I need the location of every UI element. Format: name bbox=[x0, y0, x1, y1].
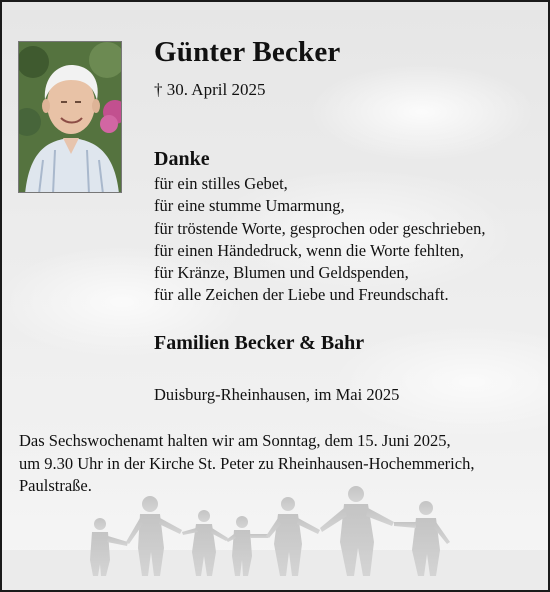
notice-line: um 9.30 Uhr in der Kirche St. Peter zu Rheinhausen-Hochemmerich, bbox=[19, 453, 475, 473]
family-silhouettes-decoration bbox=[2, 472, 548, 590]
thanks-line: für alle Zeichen der Liebe und Freundschaft. bbox=[154, 285, 449, 305]
thanks-line: für eine stumme Umarmung, bbox=[154, 196, 345, 216]
deceased-name: Günter Becker bbox=[154, 36, 341, 68]
place-date: Duisburg-Rheinhausen, im Mai 2025 bbox=[154, 385, 400, 404]
thanks-list bbox=[154, 173, 485, 307]
portrait-illustration bbox=[19, 42, 122, 193]
thanks-line: für Kränze, Blumen und Geldspenden, bbox=[154, 263, 409, 283]
portrait-photo bbox=[18, 41, 122, 193]
notice-line: Paulstraße. bbox=[19, 476, 92, 495]
thanks-heading: Danke bbox=[154, 148, 210, 170]
family-signature: Familien Becker & Bahr bbox=[154, 332, 365, 354]
thanks-line: für einen Händedruck, wenn die Worte fehlten, bbox=[154, 240, 464, 260]
notice-line: Das Sechswochenamt halten wir am Sonntag, dem 15. Juni 2025, bbox=[19, 431, 451, 450]
death-date: † 30. April 2025 bbox=[154, 80, 266, 99]
thanks-line: für ein stilles Gebet, bbox=[154, 174, 288, 193]
thanks-line: für tröstende Worte, gesprochen oder geschrieben, bbox=[154, 218, 486, 238]
